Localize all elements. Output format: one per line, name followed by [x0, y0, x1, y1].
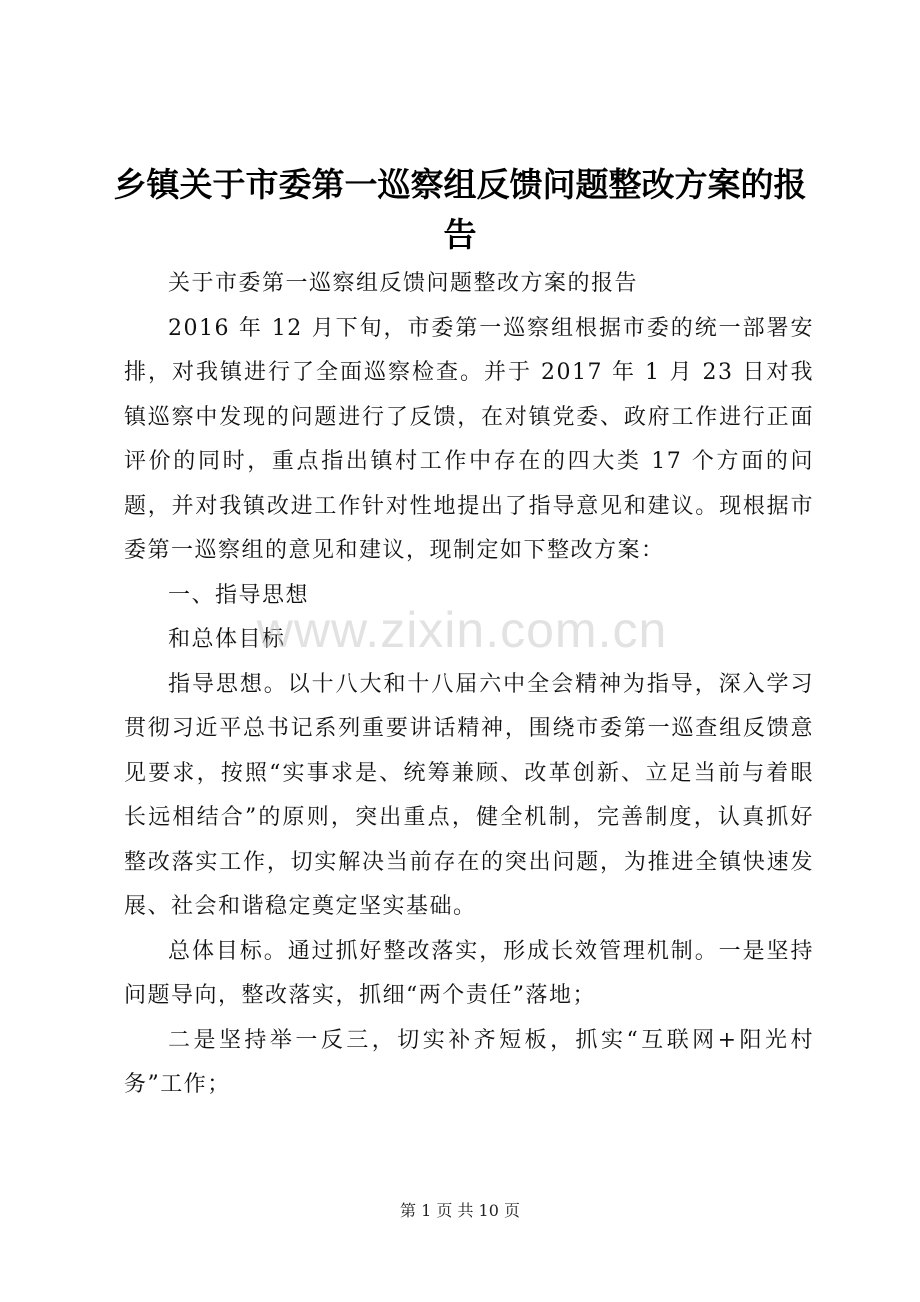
section-heading-guiding-ideology: 一、指导思想 — [168, 582, 310, 608]
watermark-text: www.zixin.com.cn — [256, 602, 668, 658]
paragraph-guiding-ideology: 指导思想。以十八大和十八届六中全会精神为指导，深入学习贯彻习近平总书记系列重要讲话精神，围绕市委第一巡查组反馈意见要求，按照“实事求是、统筹兼顾、改革创新、立足当前与着眼长远相结合”的原则，突出重点，健全机制，完善制度，认真抓好整改落实工作，切实解决当前存在的突出问题，为推进全镇快速发展、社会和谐稳定奠定坚实基础。 — [124, 671, 814, 919]
section-heading-overall-goal: 和总体目标 — [168, 627, 286, 652]
paragraph-background: 2016 年 12 月下旬，市委第一巡察组根据市委的统一部署安排，对我镇进行了全面巡察检查。并于 2017 年 1 月 23 日对我镇巡察中发现的问题进行了反馈，在对镇党委、政府工作进行正面评价的同时，重点指出镇村工作中存在的四大类 17 个方面的问题，并对我镇改进工作针对性地提出了指导意见和建议。现根据市委第一巡察组的意见和建议，现制定如下整改方案： — [124, 315, 814, 563]
paragraph-subtitle: 关于市委第一巡察组反馈问题整改方案的报告 — [168, 271, 639, 296]
paragraph-overall-goal: 总体目标。通过抓好整改落实，形成长效管理机制。一是坚持问题导向，整改落实，抓细“两个责任”落地； — [124, 938, 814, 1008]
paragraph-goal-two: 二是坚持举一反三，切实补齐短板，抓实“互联网+阳光村务”工作； — [124, 1027, 814, 1097]
page-footer-indicator: 第 1 页 共 10 页 — [400, 1201, 520, 1220]
document-body — [124, 262, 814, 1108]
document-title: 乡镇关于市委第一巡察组反馈问题整改方案的报告 — [113, 165, 807, 254]
